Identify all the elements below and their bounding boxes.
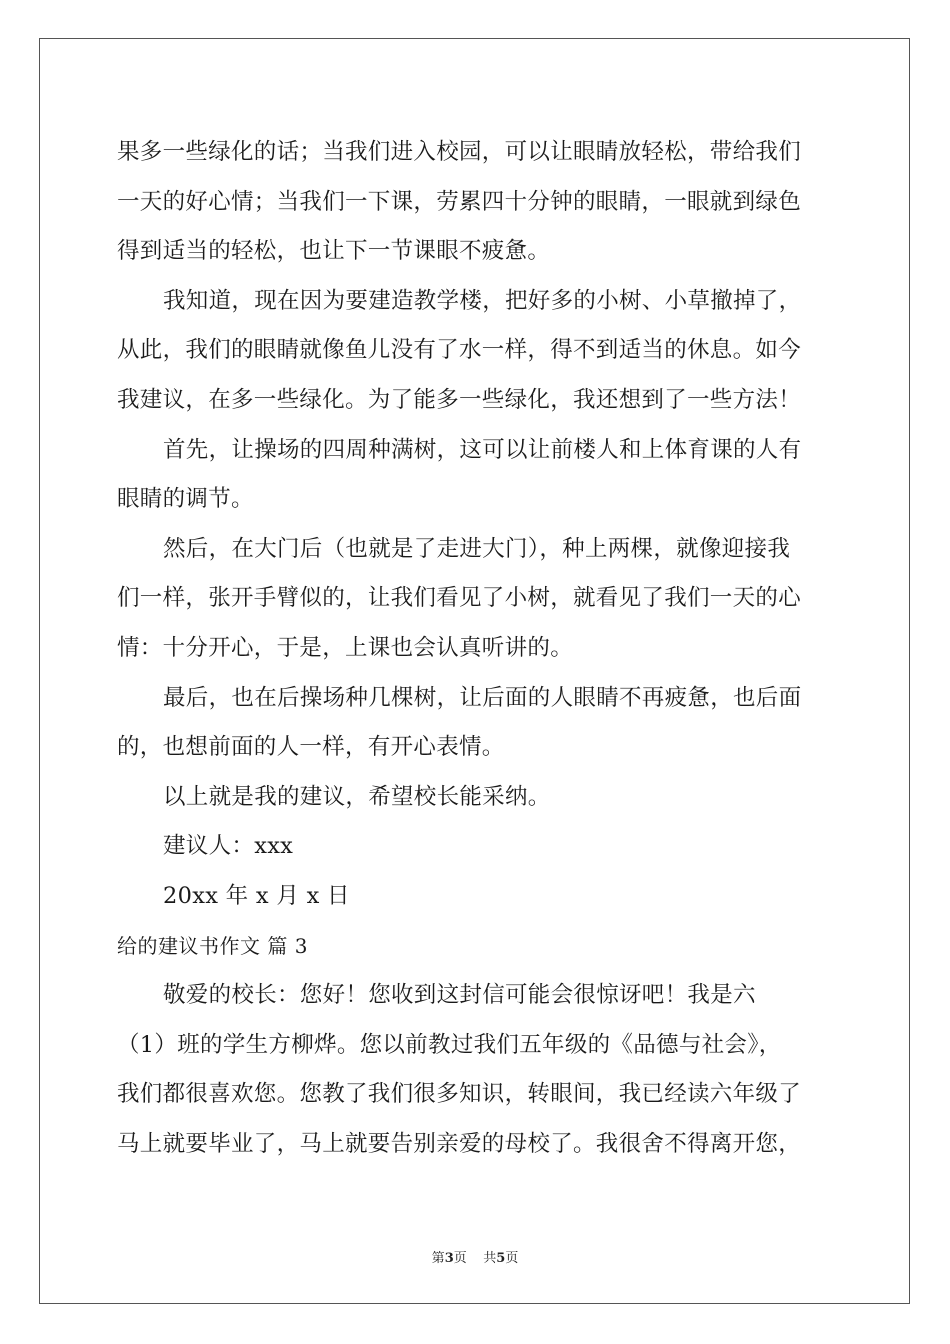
body-line: 情：十分开心，于是，上课也会认真听讲的。 <box>117 634 574 661</box>
paragraph-start: 以上就是我的建议，希望校长能采纳。 <box>163 783 551 810</box>
body-line: 马上就要毕业了，马上就要告别亲爱的母校了。我很舍不得离开您， <box>117 1130 802 1157</box>
paragraph-start: 敬爱的校长：您好！您收到这封信可能会很惊讶吧！我是六 <box>163 982 756 1009</box>
current-page-number: 3 <box>444 1251 454 1266</box>
date-line: 20xx 年 x 月 x 日 <box>163 882 350 909</box>
body-line: 从此，我们的眼睛就像鱼儿没有了水一样，得不到适当的休息。如今 <box>117 337 802 364</box>
footer-prefix: 第 <box>431 1251 445 1266</box>
paragraph-start: 最后，也在后操场种几棵树，让后面的人眼睛不再疲惫，也后面 <box>163 684 802 711</box>
paragraph-start: 我知道，现在因为要建造教学楼，把好多的小树、小草撤掉了， <box>163 287 802 314</box>
body-line: 我们都很喜欢您。您教了我们很多知识，转眼间，我已经读六年级了 <box>117 1081 802 1108</box>
footer-mid: 页 共 <box>453 1251 497 1266</box>
footer-suffix: 页 <box>505 1251 519 1266</box>
total-page-number: 5 <box>496 1251 506 1266</box>
signature-line: 建议人：xxx <box>163 833 294 860</box>
paragraph-start: 首先，让操场的四周种满树，这可以让前楼人和上体育课的人有 <box>163 436 802 463</box>
body-line: 的，也想前面的人一样，有开心表情。 <box>117 734 505 761</box>
page-footer <box>0 1247 950 1266</box>
body-line: 一天的好心情；当我们一下课，劳累四十分钟的眼睛，一眼就到绿色 <box>117 188 802 215</box>
document-body <box>117 128 837 1169</box>
body-line: （1）班的学生方柳烨。您以前教过我们五年级的《品德与社会》， <box>117 1031 782 1058</box>
body-line: 眼睛的调节。 <box>117 486 254 513</box>
paragraph-start: 然后，在大门后（也就是了走进大门），种上两棵，就像迎接我 <box>163 535 791 562</box>
body-line: 们一样，张开手臂似的，让我们看见了小树，就看见了我们一天的心 <box>117 585 802 612</box>
section-heading: 给的建议书作文 篇 3 <box>117 933 308 958</box>
body-line: 我建议，在多一些绿化。为了能多一些绿化，我还想到了一些方法！ <box>117 386 802 413</box>
body-line: 得到适当的轻松，也让下一节课眼不疲惫。 <box>117 238 551 265</box>
body-line: 果多一些绿化的话；当我们进入校园，可以让眼睛放轻松，带给我们 <box>117 139 802 165</box>
